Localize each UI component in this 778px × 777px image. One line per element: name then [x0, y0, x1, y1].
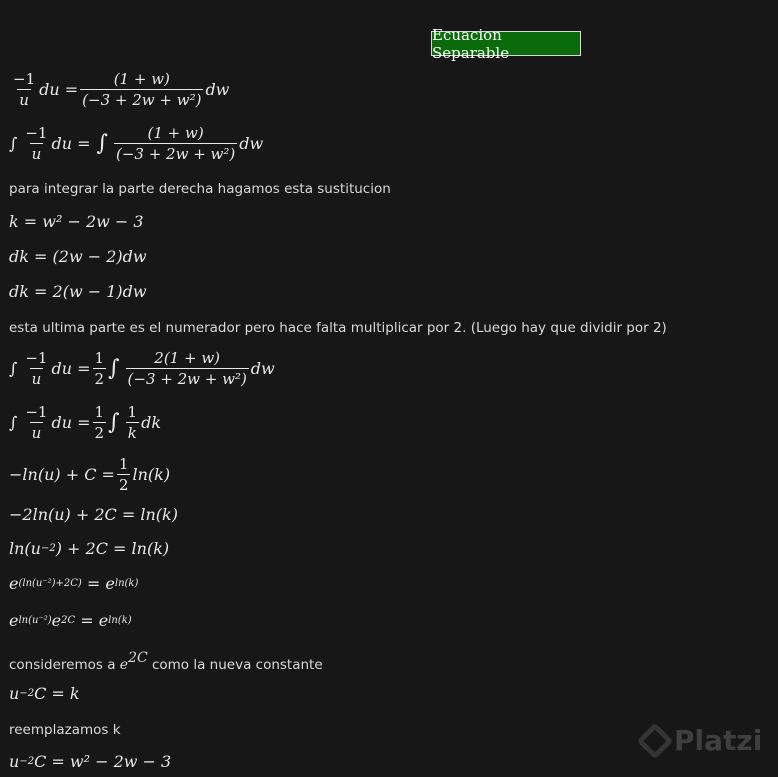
fraction — [126, 403, 140, 442]
fraction — [80, 70, 203, 109]
fraction — [114, 124, 237, 163]
eq-text: −ln(u) + C = — [9, 465, 115, 484]
numerator: −1 — [13, 70, 36, 88]
eq-text: u — [9, 684, 20, 703]
equation-14 — [9, 752, 171, 771]
eq-text: du = — [39, 80, 79, 99]
numerator: (1 + w) — [113, 70, 170, 88]
fraction — [93, 403, 107, 442]
integral-sign-icon: ∫ — [9, 134, 18, 153]
denominator: k — [127, 424, 137, 442]
integral-sign-icon: ∫ — [108, 410, 120, 435]
eq-text: = e — [75, 611, 109, 630]
eq-text: ) + 2C = ln(k) — [55, 539, 170, 558]
eq-text: e — [9, 611, 19, 630]
eq-text: C = k — [34, 684, 80, 703]
paragraph-text: reemplazamos k — [9, 722, 121, 738]
denominator: u — [31, 370, 42, 388]
eq-text: dk = 2(w − 1)dw — [9, 282, 147, 301]
numerator: 1 — [127, 403, 138, 421]
superscript: ln(k) — [114, 578, 139, 589]
denominator: (−3 + 2w + w²) — [115, 145, 236, 163]
superscript: 2C — [128, 650, 148, 666]
text-segment: como la nueva constante — [147, 657, 323, 673]
denominator: 2 — [94, 424, 105, 442]
eq-text: −2ln(u) + 2C = ln(k) — [9, 505, 178, 524]
equation-6 — [9, 349, 275, 388]
eq-text: dw — [250, 359, 275, 378]
fraction — [93, 349, 107, 388]
denominator: u — [31, 145, 42, 163]
paragraph-text: esta ultima parte es el numerador pero hace falta multiplicar por 2. (Luego hay que dividir por 2) — [9, 320, 667, 336]
denominator: (−3 + 2w + w²) — [82, 91, 202, 109]
numerator: (1 + w) — [147, 124, 204, 142]
superscript: −2 — [19, 688, 35, 699]
numerator: −1 — [25, 403, 48, 421]
equation-8 — [9, 455, 170, 494]
platzi-watermark — [642, 724, 762, 757]
eq-text: dk = (2w − 2)dw — [9, 247, 147, 266]
numerator: 1 — [118, 455, 129, 473]
fraction — [117, 455, 131, 494]
equation-2 — [9, 124, 263, 163]
eq-text: du = — [51, 359, 91, 378]
eq-text: du = — [51, 413, 91, 432]
text-segment: consideremos a — [9, 657, 120, 673]
equation-1 — [9, 70, 229, 109]
equation-10 — [9, 539, 169, 558]
eq-text: u — [9, 752, 20, 771]
equation-4 — [9, 247, 147, 266]
equation-5 — [9, 282, 147, 301]
equation-12 — [9, 611, 132, 630]
numerator: −1 — [25, 349, 48, 367]
section-badge: Ecuacion Separable — [431, 31, 581, 56]
superscript: −2 — [19, 756, 35, 767]
integral-sign-icon: ∫ — [9, 413, 18, 432]
denominator: (−3 + 2w + w²) — [127, 370, 247, 388]
numerator: 1 — [94, 403, 105, 421]
eq-text: dk — [141, 413, 162, 432]
eq-text: e — [51, 611, 62, 630]
denominator: 2 — [118, 476, 129, 494]
denominator: 2 — [94, 370, 105, 388]
inline-math: e — [119, 657, 129, 673]
paragraph-text: para integrar la parte derecha hagamos esta sustitucion — [9, 181, 391, 197]
eq-text: ln(u — [9, 539, 41, 558]
fraction — [126, 349, 249, 388]
fraction — [11, 70, 37, 109]
eq-text: du = — [51, 134, 91, 153]
integral-sign-icon: ∫ — [96, 131, 108, 156]
superscript: ln(k) — [108, 615, 132, 626]
eq-text: dw — [205, 80, 230, 99]
integral-sign-icon: ∫ — [9, 359, 18, 378]
numerator: −1 — [25, 124, 48, 142]
equation-13 — [9, 684, 80, 703]
eq-text: e — [9, 574, 19, 593]
superscript: ln(u⁻²) — [18, 615, 52, 626]
eq-text: = e — [81, 574, 115, 593]
paragraph-text — [9, 650, 323, 673]
integral-sign-icon: ∫ — [108, 356, 120, 381]
fraction — [23, 403, 49, 442]
fraction — [23, 124, 49, 163]
eq-text: C = w² − 2w − 3 — [34, 752, 172, 771]
superscript: −2 — [40, 543, 56, 554]
watermark-text: Platzi — [674, 724, 763, 757]
numerator: 2(1 + w) — [154, 349, 221, 367]
eq-text: ln(k) — [132, 465, 171, 484]
equation-7 — [9, 403, 161, 442]
equation-3 — [9, 212, 144, 231]
superscript: (ln(u⁻²)+2C) — [18, 578, 82, 589]
platzi-logo-icon — [637, 722, 674, 759]
eq-text: k = w² − 2w − 3 — [9, 212, 144, 231]
eq-text: dw — [239, 134, 264, 153]
equation-11 — [9, 574, 138, 593]
fraction — [23, 349, 49, 388]
denominator: u — [19, 91, 29, 109]
numerator: 1 — [94, 349, 105, 367]
denominator: u — [31, 424, 42, 442]
equation-9 — [9, 505, 178, 524]
superscript: 2C — [61, 615, 76, 626]
